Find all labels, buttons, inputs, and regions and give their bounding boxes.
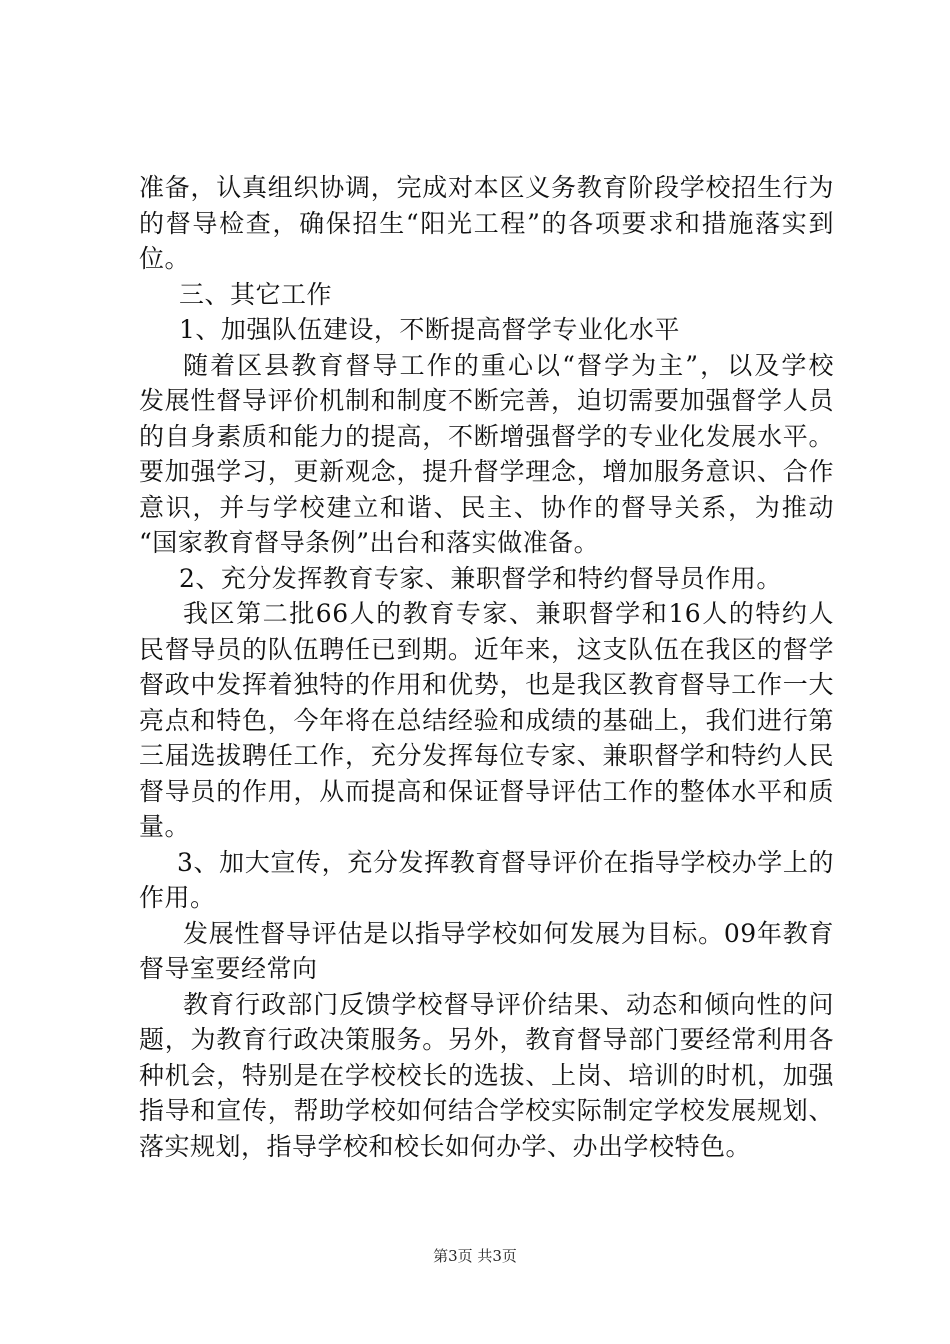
page-footer: 第3页 共3页 [433,1247,517,1265]
text-line: 要加强学习，更新观念，提升督学理念，增加服务意识、合作 [139,457,834,486]
text-line: 我区第二批66人的教育专家、兼职督学和16人的特约人 [183,599,834,628]
text-line: 的自身素质和能力的提高，不断增强督学的专业化发展水平。 [139,421,834,451]
text-line: 督导室要经常向 [139,954,318,983]
body-text [139,170,834,1164]
subsection-heading: 2、充分发挥教育专家、兼职督学和特约督导员作用。 [179,563,782,593]
text-line: 发展性督导评估是以指导学校如何发展为目标。09年教育 [183,918,834,948]
subsection-heading: 1、加强队伍建设，不断提高督学专业化水平 [179,315,680,344]
text-line: 亮点和特色，今年将在总结经验和成绩的基础上，我们进行第 [139,705,834,735]
section-heading: 三、其它工作 [179,279,333,309]
text-line: 落实规划，指导学校和校长如何办学、办出学校特色。 [139,1131,752,1161]
text-line: 民督导员的队伍聘任已到期。近年来，这支队伍在我区的督学 [139,634,834,664]
text-line: 督政中发挥着独特的作用和优势，也是我区教育督导工作一大 [139,670,834,699]
text-line: 三届选拔聘任工作，充分发挥每位专家、兼职督学和特约人民 [139,741,834,770]
text-line: 意识，并与学校建立和谐、民主、协作的督导关系，为推动 [139,492,834,522]
text-line: 随着区县教育督导工作的重心以“督学为主”，以及学校 [183,350,834,380]
text-line: 的督导检查，确保招生“阳光工程”的各项要求和措施落实到 [139,208,834,238]
text-line: 题，为教育行政决策服务。另外，教育督导部门要经常利用各 [139,1025,834,1054]
text-line: 量。 [139,812,191,841]
text-line: 种机会，特别是在学校校长的选拔、上岗、培训的时机，加强 [139,1060,834,1090]
text-line: 教育行政部门反馈学校督导评价结果、动态和倾向性的问 [183,989,834,1019]
text-line: “国家教育督导条例”出台和落实做准备。 [139,528,600,557]
text-line: 作用。 [139,883,216,912]
subsection-heading: 3、加大宣传，充分发挥教育督导评价在指导学校办学上的 [177,847,834,877]
text-line: 督导员的作用，从而提高和保证督导评估工作的整体水平和质 [139,776,834,806]
text-line: 准备，认真组织协调，完成对本区义务教育阶段学校招生行为 [139,173,834,202]
text-line: 发展性督导评价机制和制度不断完善，迫切需要加强督学人员 [139,386,834,415]
text-line: 位。 [139,244,191,273]
text-line: 指导和宣传，帮助学校如何结合学校实际制定学校发展规划、 [139,1096,834,1125]
